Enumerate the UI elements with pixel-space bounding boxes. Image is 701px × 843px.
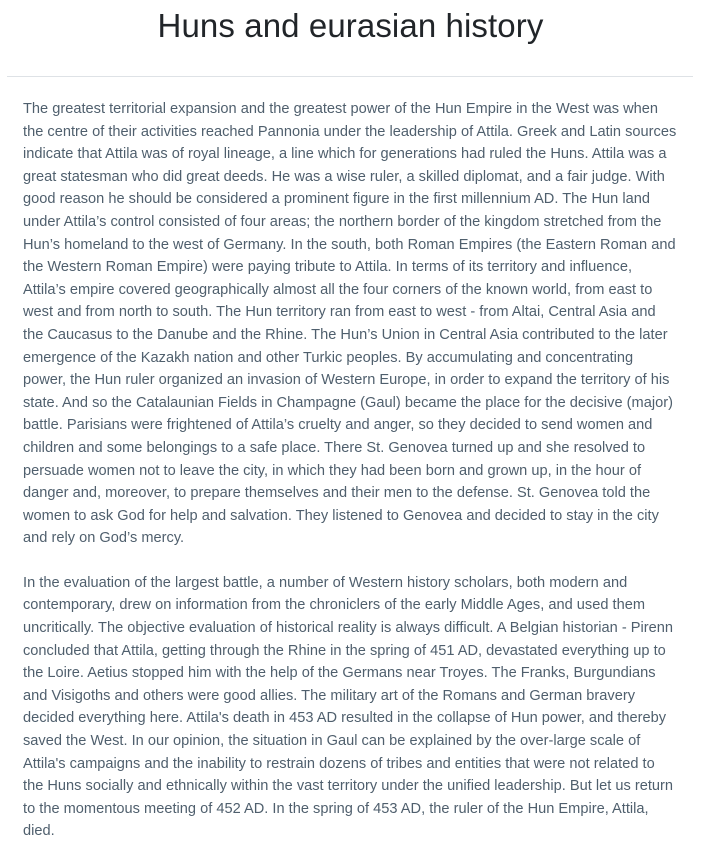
- article-paragraph: In the evaluation of the largest battle, a number of Western history scholars, both modern and contemporary, drew on information from the chroniclers of the early Middle Ages, and used them uncritically. The objective evaluation of historical reality is always difficult. A Belgian historian - Pirenn concluded that Attila, getting through the Rhine in the spring of 451 AD, devastated everything up to the Loire. Aetius stopped him with the help of the Germans near Troyes. The Franks, Burgundians and Visigoths and others were good allies. The military art of the Romans and German bravery decided everything here. Attila's death in 453 AD resulted in the collapse of Hun power, and thereby saved the West. In our opinion, the situation in Gaul can be explained by the over-large scale of Attila's campaigns and the inability to restrain dozens of tribes and entities that were not related to the Huns socially and ethnically within the vast territory under the unified leadership. But let us return to the momentous meeting of 452 AD. In the spring of 453 AD, the ruler of the Hun Empire, Attila, died.: [23, 574, 674, 840]
- page-title: Huns and eurasian history: [157, 7, 544, 44]
- article-body: [0, 77, 701, 843]
- article-header: [0, 0, 701, 77]
- article-paragraph: The greatest territorial expansion and the greatest power of the Hun Empire in the West was when the centre of their activities reached Pannonia under the leadership of Attila. Greek and Latin sources indicate that Attila was of royal lineage, a line which for generations had ruled the Huns. Attila was a great statesman who did great deeds. He was a wise ruler, a skilled diplomat, and a fair judge. With good reason he should be considered a prominent figure in the first millennium AD. The Hun land under Attila’s control consisted of four areas; the northern border of the kingdom stretched from the Hun’s homeland to the west of Germany. In the south, both Roman Empires (the Eastern Roman and the Western Roman Empire) were paying tribute to Attila. In terms of its territory and influence, Attila’s empire covered geographically almost all the four corners of the known world, from east to west and from north to south. The Hun territory ran from east to west - from Altai, Central Asia and the Caucasus to the Danube and the Rhine. The Hun’s Union in Central Asia contributed to the later emergence of the Kazakh nation and other Turkic peoples. By accumulating and concentrating power, the Hun ruler organized an invasion of Western Europe, in order to expand the territory of his state. And so the Catalaunian Fields in Champagne (Gaul) became the place for the decisive (major) battle. Parisians were frightened of Attila’s cruelty and anger, so they decided to send women and children and some belongings to a safe place. There St. Genovea turned up and she resolved to persuade women not to leave the city, in which they had been born and grown up, in the hour of danger and, moreover, to prepare themselves and their men to the defense. St. Genovea told the women to ask God for help and salvation. They listened to Genovea and decided to stay in the city and rely on God’s mercy.: [23, 101, 677, 547]
